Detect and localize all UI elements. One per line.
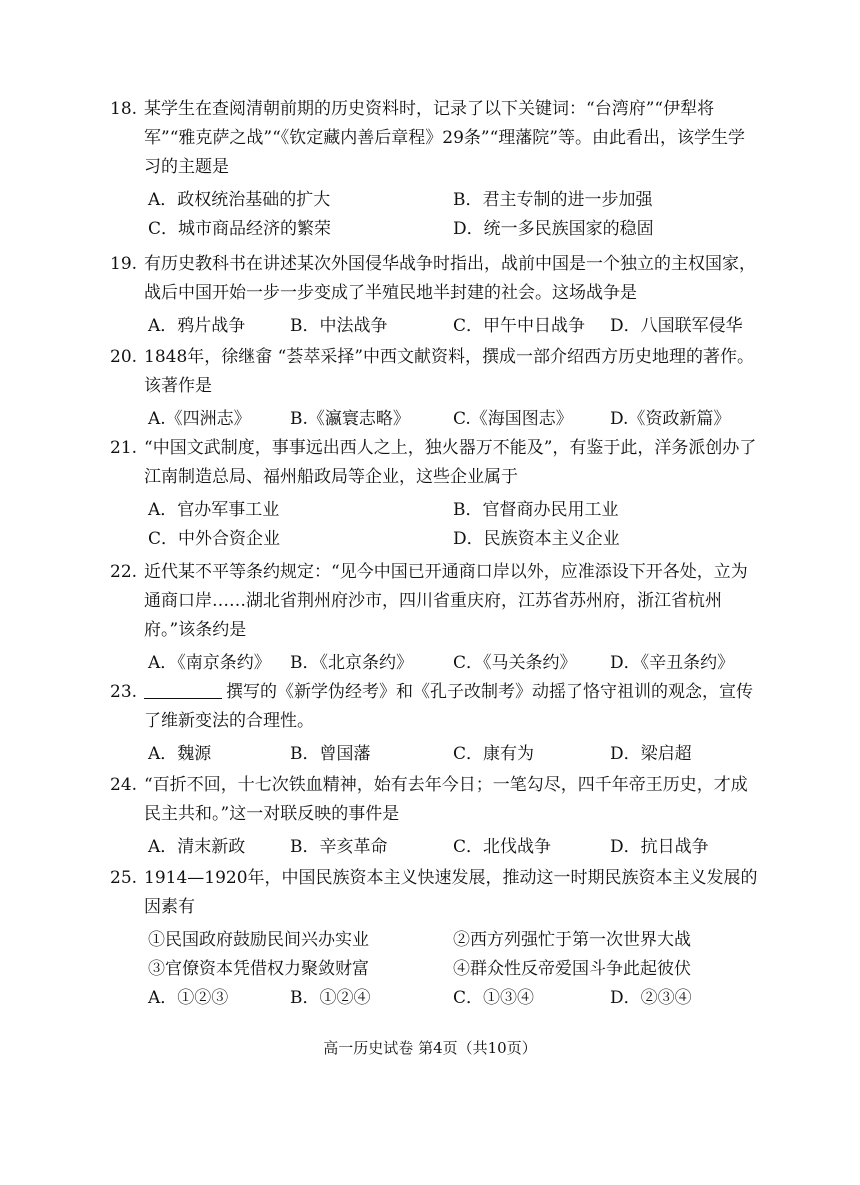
- options-row: [148, 833, 760, 862]
- option-b: B.《瀛寰志略》: [290, 409, 410, 429]
- question-24: [110, 771, 760, 862]
- items-row-2: [148, 955, 760, 984]
- options-row-1: [148, 186, 760, 215]
- option-d: D．八国联军侵华: [610, 316, 743, 336]
- option-b: B．辛亥革命: [290, 837, 388, 857]
- question-stem: 有历史教科书在讲述某次外国侵华战争时指出，战前中国是一个独立的主权国家，战后中国开始一步一步变成了半殖民地半封建的社会。这场战争是: [144, 254, 756, 303]
- option-a: A.《四洲志》: [148, 409, 251, 429]
- option-c: C．北伐战争: [453, 837, 552, 857]
- options-row: [148, 649, 760, 678]
- question-stem: 撰写的《新学伪经考》和《孔子改制考》动摇了恪守祖训的观念，宣传了维新变法的合理性。: [144, 682, 753, 731]
- option-b: B．①②④: [290, 988, 371, 1008]
- question-number: 19.: [110, 254, 138, 274]
- answer-blank: [144, 680, 222, 699]
- option-b: B．中法战争: [290, 316, 388, 336]
- question-stem-wrap: [144, 678, 760, 736]
- page-footer: 高一历史试卷 第4页（共10页）: [323, 1039, 537, 1057]
- question-18: [110, 95, 760, 244]
- option-d: D．统一多民族国家的稳固: [453, 219, 654, 239]
- option-d: D．梁启超: [610, 744, 692, 764]
- option-b: B．《北京条约》: [290, 653, 413, 673]
- options-row-1: [148, 496, 760, 525]
- options-row: [148, 405, 760, 434]
- option-d: D．民族资本主义企业: [453, 529, 620, 549]
- question-stem: 1848年，徐继畲 “荟萃采择”中西文献资料，撰成一部介绍西方历史地理的著作。该著作是: [144, 347, 755, 396]
- option-a: A．鸦片战争: [148, 316, 246, 336]
- option-c: C．《马关条约》: [453, 653, 577, 673]
- option-c: C．城市商品经济的繁荣: [148, 219, 332, 239]
- question-21: [110, 434, 760, 554]
- question-number: 20.: [110, 347, 138, 367]
- option-a: A．《南京条约》: [148, 653, 271, 673]
- question-23: [110, 678, 760, 769]
- options-row-2: [148, 525, 760, 554]
- option-b: B．君主专制的进一步加强: [453, 190, 653, 210]
- question-number: 22.: [110, 562, 138, 582]
- question-22: [110, 558, 760, 678]
- question-stem: 某学生在查阅清朝前期的历史资料时，记录了以下关键词：“台湾府”“伊犁将军”“雅克萨之战”“《钦定藏内善后章程》29条”“理藩院”等。由此看出，该学生学习的主题是: [144, 99, 745, 177]
- question-number: 21.: [110, 438, 138, 458]
- option-c: C.《海国图志》: [453, 409, 573, 429]
- option-a: A．官办军事工业: [148, 500, 280, 520]
- option-c: C．甲午中日战争: [453, 316, 586, 336]
- option-c: C．①③④: [453, 988, 535, 1008]
- option-b: B．曾国藩: [290, 744, 371, 764]
- question-19: [110, 250, 760, 341]
- option-b: B．官督商办民用工业: [453, 500, 619, 520]
- option-c: C．中外合资企业: [148, 529, 281, 549]
- option-a: A．魏源: [148, 744, 212, 764]
- options-row-2: [148, 215, 760, 244]
- question-25: [110, 864, 760, 1013]
- question-stem: “中国文武制度，事事远出西人之上，独火器万不能及”，有鉴于此，洋务派创办了江南制造总局、福州船政局等企业，这些企业属于: [144, 438, 757, 487]
- question-number: 18.: [110, 99, 138, 119]
- option-d: D.《资政新篇》: [610, 409, 731, 429]
- option-a: A．清末新政: [148, 837, 246, 857]
- option-a: A．政权统治基础的扩大: [148, 190, 331, 210]
- items-row-1: [148, 926, 760, 955]
- question-number: 24.: [110, 775, 138, 795]
- item-1: ①民国政府鼓励民间兴办实业: [148, 930, 369, 950]
- option-a: A．①②③: [148, 988, 229, 1008]
- item-2: ②西方列强忙于第一次世界大战: [453, 930, 691, 950]
- options-row: [148, 740, 760, 769]
- option-c: C．康有为: [453, 744, 535, 764]
- question-stem: 1914—1920年，中国民族资本主义快速发展，推动这一时期民族资本主义发展的因素有: [144, 868, 758, 917]
- options-row: [148, 312, 760, 341]
- question-stem: 近代某不平等条约规定：“见今中国已开通商口岸以外，应准添设下开各处，立为通商口岸……湖北省荆州府沙市，四川省重庆府，江苏省苏州府，浙江省杭州府。”该条约是: [144, 562, 748, 640]
- option-d: D．抗日战争: [610, 837, 709, 857]
- options-row: [148, 984, 760, 1013]
- question-20: [110, 343, 760, 434]
- option-d: D．②③④: [610, 988, 692, 1008]
- question-number: 25.: [110, 868, 138, 888]
- item-3: ③官僚资本凭借权力聚敛财富: [148, 959, 369, 979]
- question-number: 23.: [110, 682, 138, 702]
- item-4: ④群众性反帝爱国斗争此起彼伏: [453, 959, 691, 979]
- option-d: D．《辛丑条约》: [610, 653, 735, 673]
- question-stem: “百折不回，十七次铁血精神，始有去年今日；一笔勾尽，四千年帝王历史，才成民主共和。”这一对联反映的事件是: [144, 775, 748, 824]
